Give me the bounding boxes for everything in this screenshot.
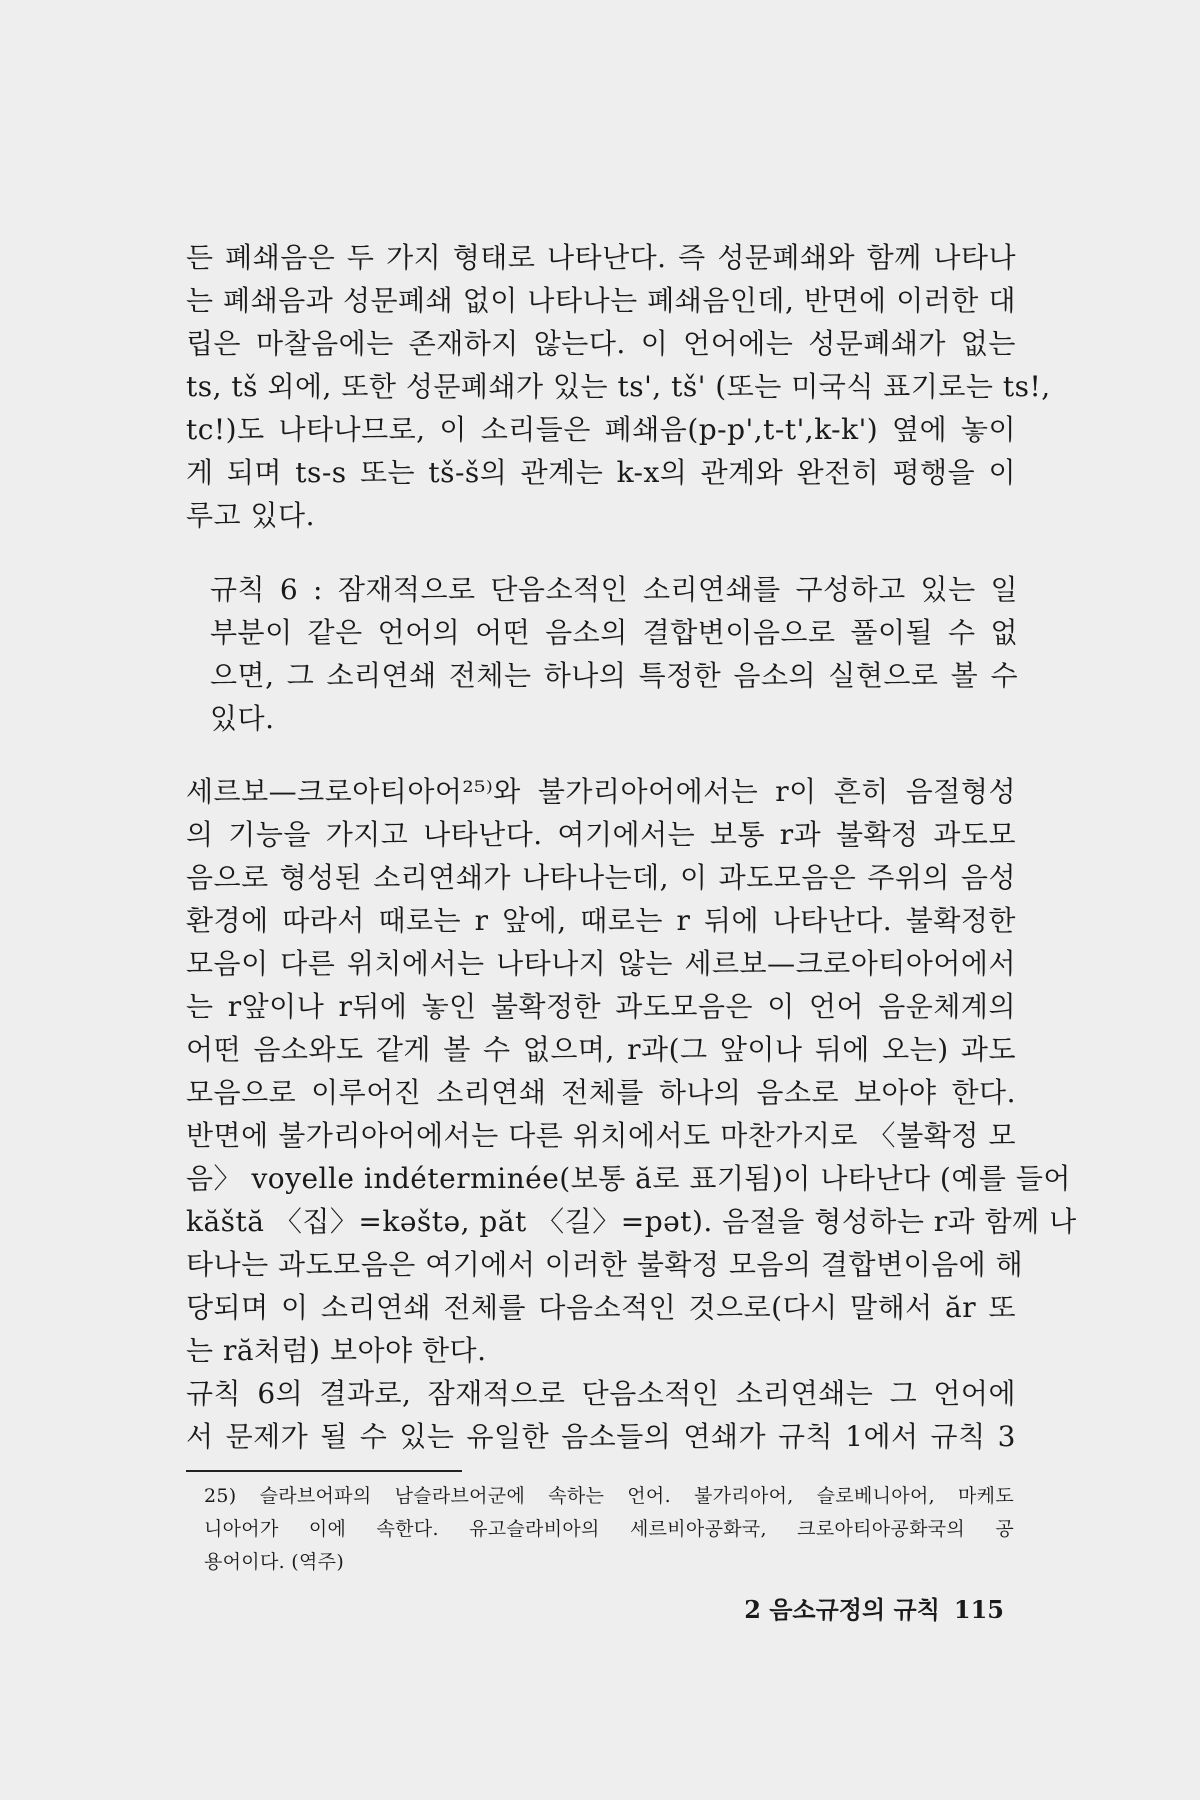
text-line: 는 ră처럼) 보아야 한다. — [186, 1334, 487, 1367]
text-line: 의 기능을 가지고 나타난다. 여기에서는 보통 r과 불확정 과도모 — [186, 818, 1016, 851]
text-line: 규칙 6의 결과로, 잠재적으로 단음소적인 소리연쇄는 그 언어에 — [186, 1377, 1016, 1410]
chapter-title: 2 음소규정의 규칙 — [744, 1595, 940, 1624]
text-line: 모음으로 이루어진 소리연쇄 전체를 하나의 음소로 보아야 한다. — [186, 1076, 1016, 1109]
text-line: 환경에 따라서 때로는 r 앞에, 때로는 r 뒤에 나타난다. 불확정한 — [186, 904, 1016, 937]
text-line: 세르보—크로아티아어²⁵⁾와 불가리아어에서는 r이 흔히 음절형성 — [186, 775, 1016, 808]
text-line: kăštă 〈집〉=kəštə, păt 〈길〉=pət). 음절을 형성하는 r과 함께 나 — [186, 1205, 1077, 1238]
footnote — [204, 1480, 1014, 1579]
text-line: tc!)도 나타나므로, 이 소리들은 폐쇄음(p-p',t-t',k-k') 옆에 놓이 — [186, 413, 1016, 446]
rule-6-block — [210, 568, 1018, 740]
text-line: 당되며 이 소리연쇄 전체를 다음소적인 것으로(다시 말해서 ăr 또 — [186, 1291, 1016, 1324]
text-line: 어떤 음소와도 같게 볼 수 없으며, r과(그 앞이나 뒤에 오는) 과도 — [186, 1033, 1016, 1066]
paragraph-3 — [186, 770, 1077, 1458]
text-line: 립은 마찰음에는 존재하지 않는다. 이 언어에는 성문폐쇄가 없는 — [186, 327, 1016, 360]
text-line: 타나는 과도모음은 여기에서 이러한 불확정 모음의 결합변이음에 해 — [186, 1248, 1024, 1281]
text-line: 루고 있다. — [186, 499, 315, 532]
text-line: 반면에 불가리아어에서는 다른 위치에서도 마찬가지로 〈불확정 모 — [186, 1119, 1016, 1152]
text-line: 있다. — [210, 702, 275, 735]
text-line: 음으로 형성된 소리연쇄가 나타나는데, 이 과도모음은 주위의 음성 — [186, 861, 1016, 894]
footnote-line: 니아어가 이에 속한다. 유고슬라비아의 세르비아공화국, 크로아티아공화국의 공 — [204, 1518, 1014, 1540]
text-line: 규칙 6 : 잠재적으로 단음소적인 소리연쇄를 구성하고 있는 일 — [210, 573, 1018, 606]
text-line: 는 폐쇄음과 성문폐쇄 없이 나타나는 폐쇄음인데, 반면에 이러한 대 — [186, 284, 1016, 317]
text-line: 부분이 같은 언어의 어떤 음소의 결합변이음으로 풀이될 수 없 — [210, 616, 1018, 649]
text-line: 모음이 다른 위치에서는 나타나지 않는 세르보—크로아티아어에서 — [186, 947, 1016, 980]
text-line: 는 r앞이나 r뒤에 놓인 불확정한 과도모음은 이 언어 음운체계의 — [186, 990, 1016, 1023]
text-line: ts, tš 외에, 또한 성문폐쇄가 있는 ts', tš' (또는 미국식 표기로는 ts!, — [186, 370, 1051, 403]
paragraph-1 — [186, 236, 1051, 537]
page-number: 115 — [953, 1595, 1004, 1624]
text-line: 든 폐쇄음은 두 가지 형태로 나타난다. 즉 성문폐쇄와 함께 나타나 — [186, 241, 1016, 274]
text-line: 음〉 voyelle indéterminée(보통 ă로 표기됨)이 나타난다 (예를 들어 — [186, 1162, 1071, 1195]
text-line: 서 문제가 될 수 있는 유일한 음소들의 연쇄가 규칙 1에서 규칙 3 — [186, 1420, 1016, 1453]
footnote-divider — [186, 1470, 462, 1472]
footnote-line: 용어이다. (역주) — [204, 1551, 345, 1573]
footnote-line: 25) 슬라브어파의 남슬라브어군에 속하는 언어. 불가리아어, 슬로베니아어, 마케도 — [204, 1485, 1014, 1507]
text-line: 게 되며 ts-s 또는 tš-š의 관계는 k-x의 관계와 완전히 평행을 이 — [186, 456, 1016, 489]
text-line: 으면, 그 소리연쇄 전체는 하나의 특정한 음소의 실현으로 볼 수 — [210, 659, 1018, 692]
running-footer — [730, 1590, 1004, 1625]
